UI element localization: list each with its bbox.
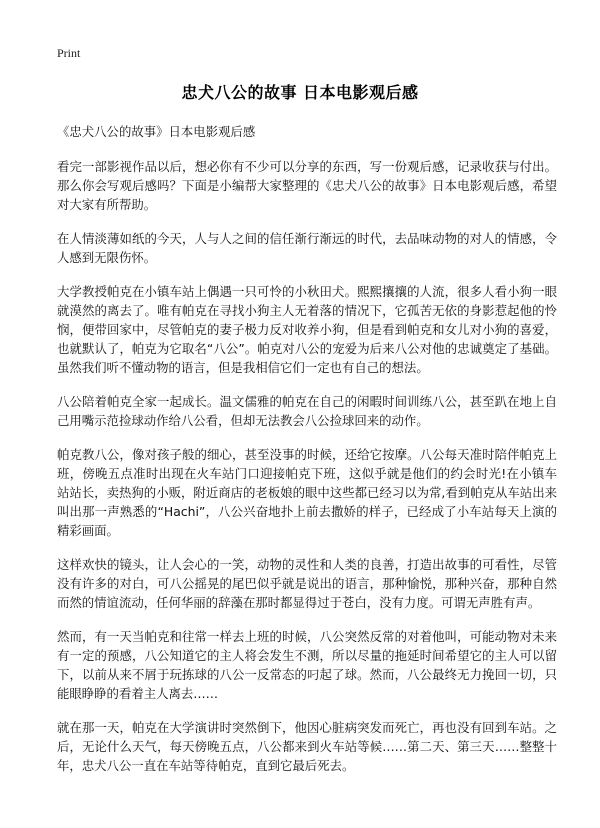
article-body bbox=[57, 122, 557, 790]
paragraph: 帕克教八公，像对孩子般的细心，甚至没事的时候，还给它按摩。八公每天准时陪伴帕克上班，傍晚五点准时出现在火车站门口迎接帕克下班，这似乎就是他们的约会时光!在小镇车站站长，卖热狗的小贩，附近商店的老板娘的眼中这些都已经习以为常,看到帕克从车站出来叫出那一声熟悉的“Hachi”，八公兴奋地扑上前去撒娇的样子，已经成了小车站每天上演的精彩画面。 bbox=[57, 447, 557, 538]
print-link[interactable]: Print bbox=[57, 46, 81, 60]
article-title: 忠犬八公的故事 日本电影观后感 bbox=[181, 83, 419, 102]
paragraph-intro: 看完一部影视作品以后，想必你有不少可以分享的东西，写一份观后感，记录收获与付出。那么你会写观后感吗？下面是小编帮大家整理的《忠犬八公的故事》日本电影观后感，希望对大家有所帮助。 bbox=[57, 159, 557, 212]
paragraph: 在人情淡薄如纸的今天，人与人之间的信任渐行渐远的时代，去品味动物的对人的情感，令人感到无限伤怀。 bbox=[57, 231, 557, 265]
paragraph: 就在那一天，帕克在大学演讲时突然倒下，他因心脏病突发而死亡，再也没有回到车站。之后，无论什么天气，每天傍晚五点，八公都来到火车站等候……第二天、第三天……整整十年，忠犬八公一直在车站等待帕克，直到它最后死去。 bbox=[57, 720, 557, 773]
paragraph: 这样欢快的镜头，让人会心的一笑，动物的灵性和人类的良善，打造出故事的可看性，尽管没有许多的对白，可八公摇晃的尾巴似乎就是说出的语言，那种愉悦，那种兴奋，那种自然而然的情谊流动，任何华丽的辞藻在那时都显得过于苍白，没有力度。可谓无声胜有声。 bbox=[57, 557, 557, 610]
article-subtitle: 《忠犬八公的故事》日本电影观后感 bbox=[57, 124, 256, 139]
paragraph: 八公陪着帕克全家一起成长。温文儒雅的帕克在自己的闲暇时间训练八公，甚至趴在地上自己用嘴示范捡球动作给八公看，但却无法教会八公捡球回来的动作。 bbox=[57, 394, 557, 428]
paragraph: 然而，有一天当帕克和往常一样去上班的时候，八公突然反常的对着他叫，可能动物对未来有一定的预感，八公知道它的主人将会发生不测，所以尽量的拖延时间希望它的主人可以留下，以前从来不屑于玩拣球的八公一反常态的叼起了球。然而，八公最终无力挽回一切，只能眼睁睁的看着主人离去…… bbox=[57, 629, 557, 701]
paragraph: 大学教授帕克在小镇车站上偶遇一只可怜的小秋田犬。熙熙攘攘的人流，很多人看小狗一眼就漠然的离去了。唯有帕克在寻找小狗主人无着落的情况下，它孤苦无依的身影惹起他的怜悯，便带回家中，尽管帕克的妻子极力反对收养小狗，但是看到帕克和女儿对小狗的喜爱，也就默认了，帕克为它取名“八公”。帕克对八公的宠爱为后来八公对他的忠诚奠定了基础。虽然我们听不懂动物的语言，但是我相信它们一定也有自己的想法。 bbox=[57, 284, 557, 375]
